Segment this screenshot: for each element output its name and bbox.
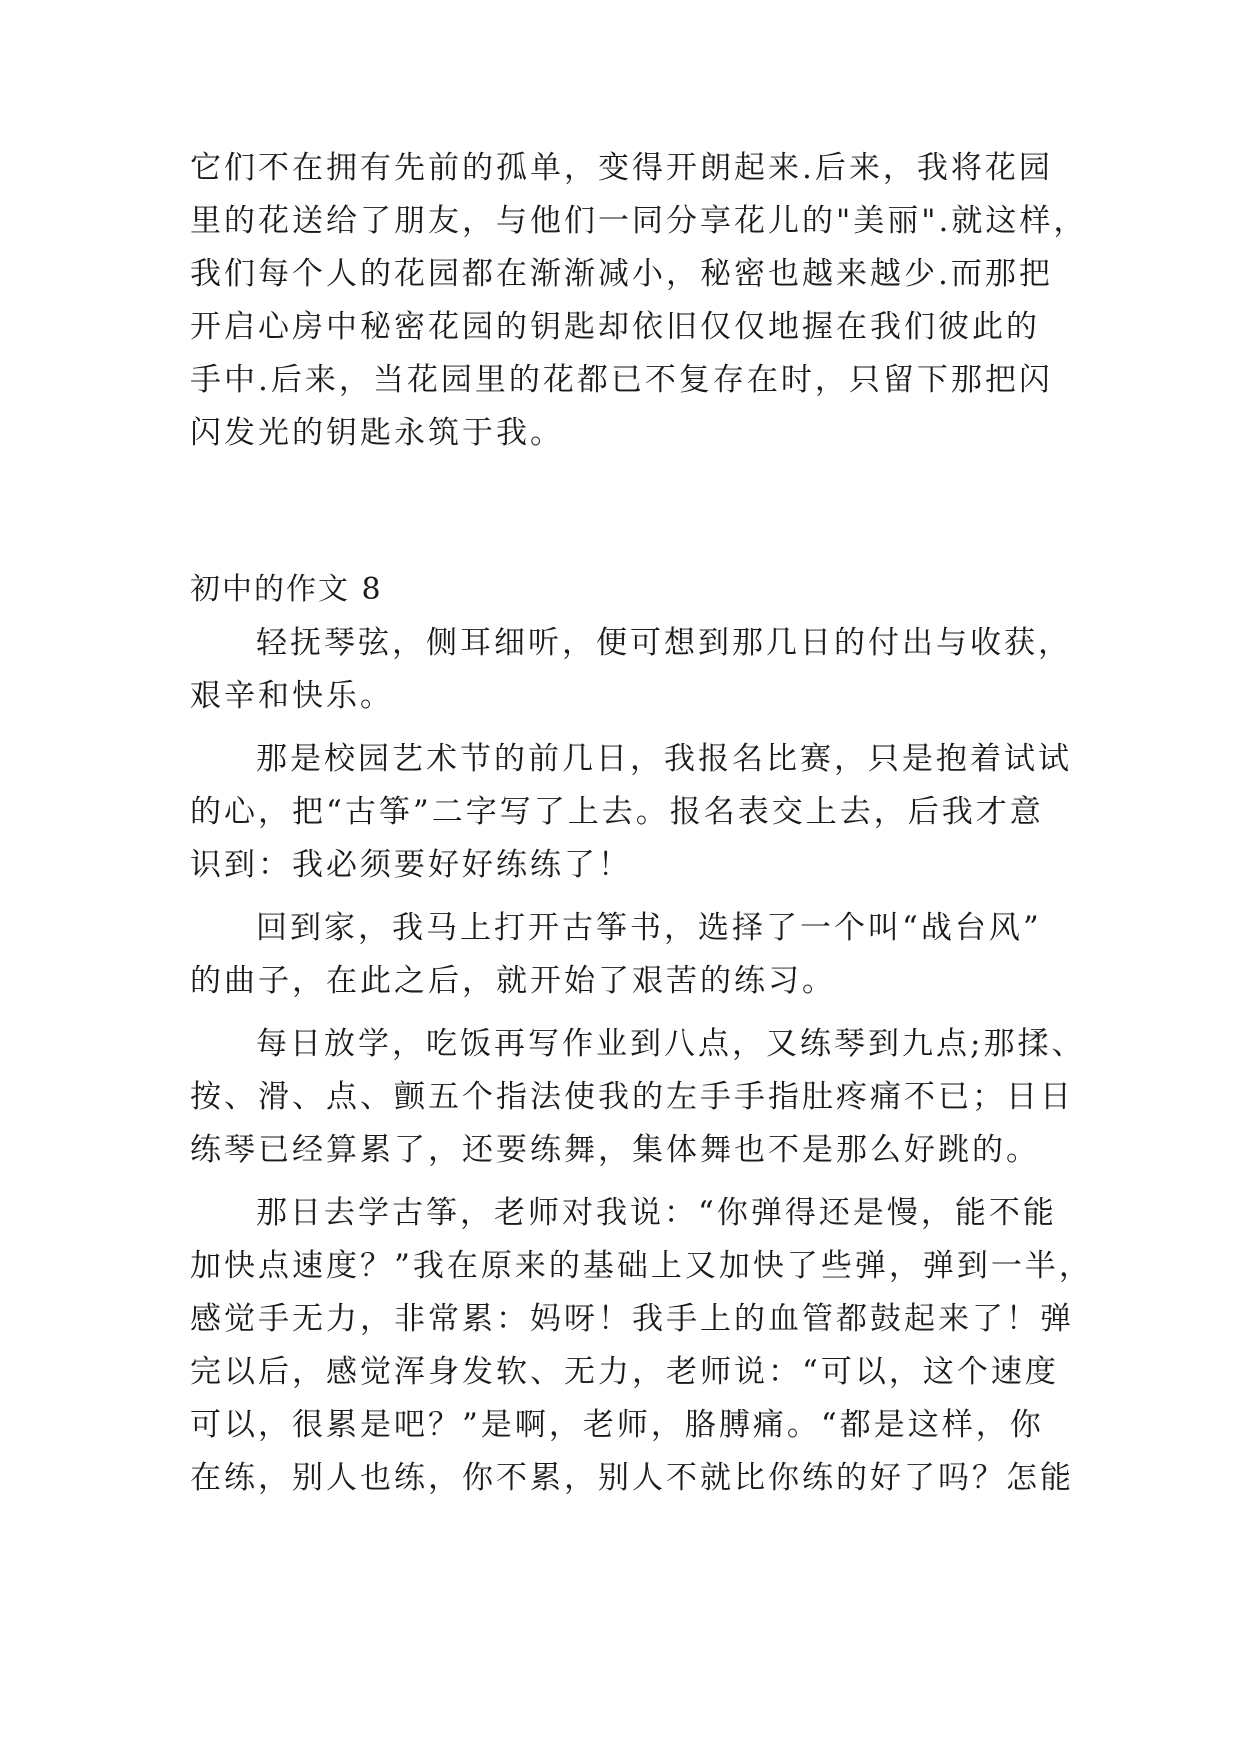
paragraph-first-line: 轻抚琴弦，侧耳细听，便可想到那几日的付出与收获，: [256, 625, 1072, 661]
text-line: 按、滑、点、颤五个指法使我的左手手指肚疼痛不已；日日: [190, 1079, 1074, 1115]
text-line: 它们不在拥有先前的孤单，变得开朗起来.后来，我将花园: [190, 150, 1053, 186]
text-line: 里的花送给了朋友，与他们一同分享花儿的"美丽".就这样，: [190, 203, 1088, 239]
section-title: 初中的作文 8: [190, 572, 383, 607]
paragraph-first-line: 每日放学，吃饭再写作业到八点，又练琴到九点;那揉、: [256, 1026, 1086, 1062]
paragraph-first-line: 那日去学古筝，老师对我说：“你弹得还是慢，能不能: [256, 1195, 1057, 1231]
paragraph-first-line: 回到家，我马上打开古筝书，选择了一个叫“战台风”: [256, 910, 1042, 946]
text-line: 手中.后来，当花园里的花都已不复存在时，只留下那把闪: [190, 362, 1053, 398]
text-line: 我们每个人的花园都在渐渐减小，秘密也越来越少.而那把: [190, 256, 1053, 292]
text-line: 感觉手无力，非常累：妈呀！我手上的血管都鼓起来了！弹: [190, 1301, 1074, 1337]
paragraph-first-line: 那是校园艺术节的前几日，我报名比赛，只是抱着试试: [256, 741, 1072, 777]
text-line: 识到：我必须要好好练练了！: [190, 847, 632, 883]
text-line: 艰辛和快乐。: [190, 678, 394, 714]
text-line: 的心，把“古筝”二字写了上去。报名表交上去，后我才意: [190, 794, 1044, 830]
text-line: 开启心房中秘密花园的钥匙却依旧仅仅地握在我们彼此的: [190, 309, 1040, 345]
text-line: 可以，很累是吧？”是啊，老师，胳膊痛。“都是这样，你: [190, 1407, 1044, 1443]
text-line: 加快点速度？”我在原来的基础上又加快了些弹，弹到一半，: [190, 1248, 1093, 1284]
text-line: 练琴已经算累了，还要练舞，集体舞也不是那么好跳的。: [190, 1132, 1040, 1168]
text-line: 完以后，感觉浑身发软、无力，老师说：“可以，这个速度: [190, 1354, 1059, 1390]
text-line: 在练，别人也练，你不累，别人不就比你练的好了吗？怎能: [190, 1460, 1074, 1496]
text-line: 的曲子，在此之后，就开始了艰苦的练习。: [190, 963, 836, 999]
text-line: 闪发光的钥匙永筑于我。: [190, 415, 564, 451]
